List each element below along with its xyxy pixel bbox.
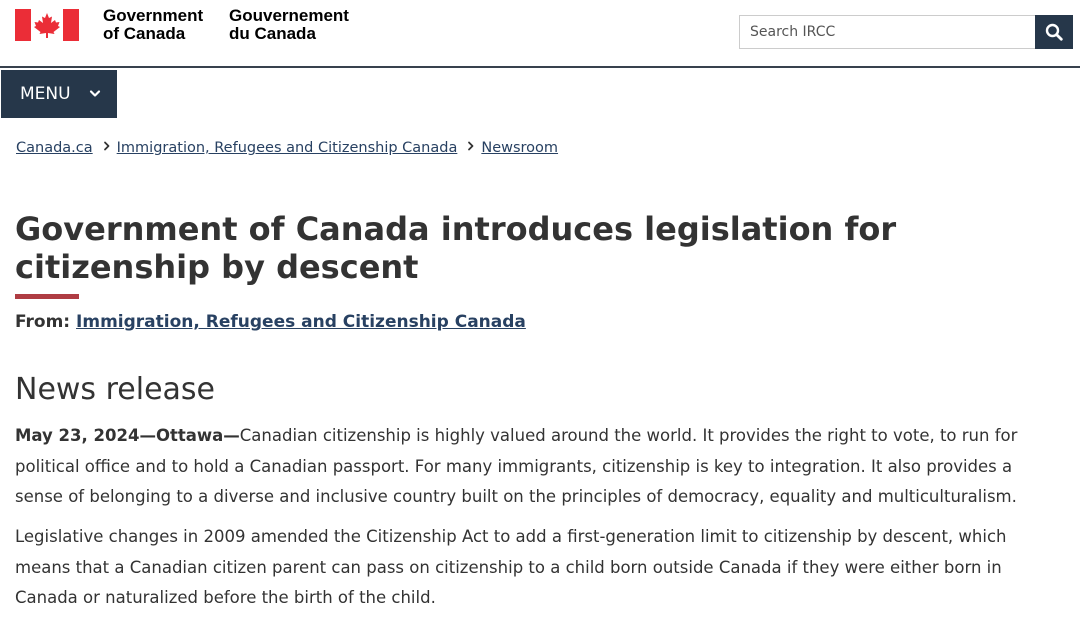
paragraph-line: political office and to hold a Canadian passport. For many immigrants, citizenship is key to integration. It also provides a [15,456,1013,476]
signature-en-line1: Government [103,6,204,25]
dateline: May 23, 2024—Ottawa— [15,426,240,445]
canada-flag-icon[interactable] [15,9,79,41]
paragraph-line: means that a Canadian citizen parent can pass on citizenship to a child born outside Canada if they were either born in [15,557,1002,577]
government-signature-en[interactable] [103,7,203,43]
government-signature-fr[interactable] [229,7,349,43]
search-button[interactable] [1035,15,1073,49]
search-input[interactable] [739,15,1036,49]
from-department-link[interactable]: Immigration, Refugees and Citizenship Canada [76,312,526,332]
breadcrumb [16,140,558,156]
paragraph-line: Canada or naturalized before the birth of the child. [15,588,436,607]
paragraph-line [15,421,1067,452]
paragraph-line: Legislative changes in 2009 amended the Citizenship Act to add a first-generation limit to citizenship by descent, which [15,527,1007,546]
article-paragraph-1 [15,421,1067,513]
menu-label: MENU [20,84,71,104]
chevron-right-icon [467,141,475,151]
signature-fr-line1: Gouvernement [229,6,349,25]
paragraph-text: Canadian citizenship is highly valued around the world. It provides the right to vote, to run for [239,426,1018,445]
site-header [0,0,1080,68]
title-underline [15,294,79,299]
menu-button[interactable] [1,70,117,118]
search-icon [1045,23,1063,41]
breadcrumb-link-ircc[interactable]: Immigration, Refugees and Citizenship Canada [116,140,458,156]
chevron-right-icon [103,141,111,151]
section-heading: News release [15,372,215,407]
breadcrumb-link-canada[interactable]: Canada.ca [16,140,93,156]
from-line [15,312,526,332]
page-title: Government of Canada introduces legislation for citizenship by descent [15,210,897,286]
breadcrumb-link-newsroom[interactable]: Newsroom [481,140,559,156]
chevron-down-icon [89,88,101,100]
paragraph-line: sense of belonging to a diverse and inclusive country built on the principles of democracy, equality and multiculturalism. [15,487,1017,506]
signature-en-line2: of Canada [103,24,186,43]
article-paragraph-2 [15,522,1067,614]
signature-fr-line2: du Canada [229,24,316,43]
from-label: From: [15,312,71,332]
